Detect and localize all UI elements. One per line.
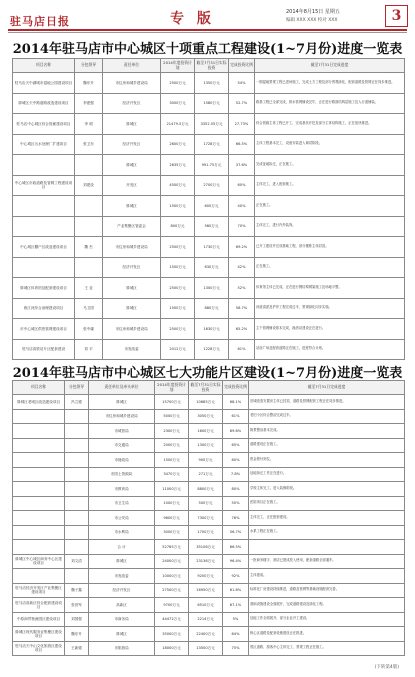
table-cell: 1300万元 xyxy=(189,438,223,453)
progress-description-cell: 体育馆主体已完成，正在进行钢结构网架施工及场地平整。 xyxy=(255,278,405,299)
table-cell: 2012万元 xyxy=(161,339,195,360)
table-cell: 市发改委 xyxy=(103,339,161,360)
table-row xyxy=(13,540,405,555)
table-row xyxy=(13,482,405,497)
table-cell xyxy=(13,511,65,526)
table-cell: 驿城区中心城区商务中心区建设项目 xyxy=(13,554,65,569)
table-row xyxy=(13,467,405,482)
table-row xyxy=(13,554,405,569)
table-cell: 刘 平 xyxy=(75,339,103,360)
table-cell: 王新德 xyxy=(65,641,89,656)
table-cell: 2300万元 xyxy=(155,424,189,439)
table-cell: 魏东升 xyxy=(75,73,103,94)
table-cell: 4500万元 xyxy=(161,175,195,196)
table-cell: 冯立德 xyxy=(65,395,89,410)
progress-description-cell: 道路建设正在施工。 xyxy=(249,438,405,453)
table-cell: 18000万元 xyxy=(155,641,189,656)
table-cell: 3352.55万元 xyxy=(195,114,229,135)
progress-description-cell: 街景整治基本完成。 xyxy=(249,424,405,439)
table-row xyxy=(13,627,405,642)
table-cell: 10685万元 xyxy=(189,395,223,410)
table-cell: 1600万元 xyxy=(189,424,223,439)
table-cell: 64% xyxy=(223,627,249,642)
table-cell: 市住房和城乡建设局 xyxy=(89,409,155,424)
table-cell: 1300万元 xyxy=(195,278,229,299)
table-cell: 中原商贸物流园区建设项目 xyxy=(13,612,65,627)
progress-description-cell: 综合管廊主体工程已开工，完成基坑开挖及部分主体结构施工，正在加快推进。 xyxy=(255,114,405,135)
table-cell: 52765万元 xyxy=(155,540,189,555)
table-cell: 合 计 xyxy=(89,540,155,555)
table-cell: 76% xyxy=(223,511,249,526)
table-cell: 65% xyxy=(223,438,249,453)
table-cell: 市国土资源局 xyxy=(89,467,155,482)
issue-date: 2014年8月15日 星期五 xyxy=(286,9,340,15)
table-cell: 驻马店天中山文化旅游区建设项目 xyxy=(13,641,65,656)
table-row xyxy=(13,583,405,598)
column-header: 完成投资比例 xyxy=(229,59,255,73)
table-cell: 65.2% xyxy=(229,319,255,340)
table-cell: 9200万元 xyxy=(189,569,223,584)
table-cell: 58.7% xyxy=(229,298,255,319)
progress-description-cell: 河道清淤及护岸工程完成过半，景观绿化同步实施。 xyxy=(255,298,405,319)
table-row xyxy=(13,496,405,511)
table-cell: 李 明 xyxy=(75,114,103,135)
table-cell xyxy=(13,155,75,176)
table-cell: 35106万元 xyxy=(189,540,223,555)
table-cell: 10000万元 xyxy=(155,569,189,584)
table-cell: 991.75万元 xyxy=(195,155,229,176)
table-cell xyxy=(65,511,89,526)
newspaper-masthead: 驻马店日报 xyxy=(10,15,70,28)
table-cell: 经济开发区 xyxy=(103,257,161,278)
table-cell: 21479.5万元 xyxy=(161,114,195,135)
progress-description-cell: 核心区道路及配套设施建设正在推进。 xyxy=(249,627,405,642)
table-cell: 15700万元 xyxy=(155,395,189,410)
table-cell: 1700万元 xyxy=(189,525,223,540)
table-cell: 驿城区 xyxy=(89,627,155,642)
table-row xyxy=(13,438,405,453)
table-cell: 2635万元 xyxy=(161,155,195,176)
table-cell: 5000万元 xyxy=(155,409,189,424)
table-cell: 中心城区污水处理厂扩建项目 xyxy=(13,134,75,155)
table-row xyxy=(13,155,405,176)
table-cell: 16950万元 xyxy=(189,583,223,598)
page-number-badge: 3 xyxy=(385,5,408,27)
table-cell xyxy=(13,467,65,482)
column-header: 2014年度投资计划 xyxy=(155,381,189,395)
table-cell: 22400万元 xyxy=(189,627,223,642)
progress-description-cell: 正在施工。 xyxy=(255,257,405,278)
table-cell: 市商务局 xyxy=(89,612,155,627)
table-cell: 70% xyxy=(229,216,255,237)
progress-description-cell: 站前广场及配套道路正在施工，进度符合计划。 xyxy=(255,339,405,360)
table-cell: 练江河综合治理建设项目 xyxy=(13,298,75,319)
table-row xyxy=(13,216,405,237)
progress-description-cell xyxy=(249,540,405,555)
table-row xyxy=(13,73,405,94)
table-cell xyxy=(65,525,89,540)
table-cell: 市住房和城乡建设局 xyxy=(103,73,161,94)
column-header: 分包领导 xyxy=(75,59,103,73)
table-cell: 中心城区棚户区改造建设项目 xyxy=(13,237,75,258)
table-cell: 市交通局 xyxy=(89,438,155,453)
table-cell: 54% xyxy=(229,73,255,94)
table-cell: 驻马店高铁站片区配套建设 xyxy=(13,339,75,360)
column-header: 截至7月31日实际投资 xyxy=(195,59,229,73)
table-cell: 9700万元 xyxy=(155,598,189,613)
table-cell: 1730万元 xyxy=(195,237,229,258)
table-row xyxy=(13,114,405,135)
continued-note: (下转第4版) xyxy=(374,665,399,670)
progress-description-cell: 完成征地拆迁，正在施工。 xyxy=(255,155,405,176)
table-row xyxy=(13,641,405,656)
table-cell xyxy=(75,196,103,217)
table-row xyxy=(13,511,405,526)
table-cell xyxy=(75,155,103,176)
table-cell: 1350万元 xyxy=(195,73,229,94)
table-row xyxy=(13,339,405,360)
progress-description-cell: 征地工作全面展开，部分企业开工建设。 xyxy=(249,612,405,627)
table-cell: 市财政局 xyxy=(89,453,155,468)
table-cell: 600万元 xyxy=(195,196,229,217)
table-row xyxy=(13,424,405,439)
table-cell: 驻马店高新区综合配套建设项目 xyxy=(13,598,65,613)
column-header: 完成投资比例 xyxy=(223,381,249,395)
table-cell: 刘建设 xyxy=(75,175,103,196)
table-cell: 60% xyxy=(223,453,249,468)
progress-description-cell: 资金拨付到位。 xyxy=(249,453,405,468)
table-cell: 44472万元 xyxy=(155,612,189,627)
table-cell: 24000万元 xyxy=(155,554,189,569)
table-cell: 69.2% xyxy=(229,237,255,258)
table-cell xyxy=(13,540,65,555)
table-cell: 驿城区 xyxy=(103,114,161,135)
column-header: 2014年度投资计划 xyxy=(161,59,195,73)
table-cell: 27.73% xyxy=(229,114,255,135)
table-cell: 880万元 xyxy=(195,298,229,319)
table-row xyxy=(13,409,405,424)
table-cell: 经济开发区 xyxy=(89,583,155,598)
table-cell xyxy=(13,569,65,584)
table-cell: 驿城区体育馆及配套建设项目 xyxy=(13,278,75,299)
table-cell: 开发区 xyxy=(103,175,161,196)
table-cell: 3470万元 xyxy=(155,467,189,482)
table-row xyxy=(13,598,405,613)
progress-description-cell: 主体完工，进入配套施工。 xyxy=(255,175,405,196)
table-cell: 3050万元 xyxy=(189,409,223,424)
progress-description-cell: 正在施工。 xyxy=(255,196,405,217)
table-cell xyxy=(65,540,89,555)
table-cell: 900万元 xyxy=(189,453,223,468)
table-cell: 1728万元 xyxy=(195,134,229,155)
table-cell: 马卫国 xyxy=(75,298,103,319)
table-row xyxy=(13,175,405,196)
table-cell xyxy=(65,409,89,424)
table-cell: 500万元 xyxy=(189,496,223,511)
table-cell: 2214万元 xyxy=(189,612,223,627)
table-cell: 27500万元 xyxy=(155,583,189,598)
table-cell: 2500万元 xyxy=(161,319,195,340)
table-cell: 630万元 xyxy=(195,257,229,278)
table-cell: 66.5% xyxy=(223,540,249,555)
table-cell: 61.6% xyxy=(223,583,249,598)
table-cell: 市公安局 xyxy=(89,511,155,526)
table-cell: 6510万元 xyxy=(189,598,223,613)
progress-description-cell: 医院项目正在施工。 xyxy=(249,496,405,511)
table-cell: 经济开发区 xyxy=(103,93,161,114)
table-cell: 驻马店经济开发区产业集聚区建设项目 xyxy=(13,583,65,598)
table-cell: 魏 杰 xyxy=(75,237,103,258)
table-cell: 驿城区 xyxy=(103,196,161,217)
table-cell xyxy=(65,424,89,439)
table-cell: 中心城区市政道路及管网工程建设项目 xyxy=(13,175,75,196)
table-cell: 市住房和城乡建设局 xyxy=(103,237,161,258)
table-cell: 66.5% xyxy=(229,134,255,155)
table-cell: 69.6% xyxy=(223,424,249,439)
table-row xyxy=(13,134,405,155)
table-cell: 驿城区 xyxy=(103,278,161,299)
table-cell: 271万元 xyxy=(189,467,223,482)
table-cell: 市城管局 xyxy=(89,424,155,439)
table-cell: 35000万元 xyxy=(155,627,189,642)
table-cell: 8800万元 xyxy=(189,482,223,497)
table-row xyxy=(13,569,405,584)
table-cell xyxy=(65,496,89,511)
table-cell: 2000万元 xyxy=(155,438,189,453)
table-cell: 魏东升 xyxy=(65,627,89,642)
table-cell: 800万元 xyxy=(161,216,195,237)
table-cell: 7300万元 xyxy=(189,511,223,526)
table-cell: 1500万元 xyxy=(161,196,195,217)
table-cell: 驿城区 xyxy=(89,395,155,410)
table-cell: 驿城区 xyxy=(89,554,155,569)
table-cell: 40% xyxy=(229,196,255,217)
table-cell xyxy=(13,409,65,424)
table-cell: 68.1% xyxy=(223,395,249,410)
table-cell: 张卫东 xyxy=(75,134,103,155)
table-cell: 李建强 xyxy=(75,93,103,114)
table-cell: 1500万元 xyxy=(161,257,195,278)
table-cell: 2700万元 xyxy=(195,175,229,196)
editor-credits: 编辑 XXX XXX 校对 XXX xyxy=(286,18,338,23)
table-cell: 60% xyxy=(229,175,255,196)
header-thin-rule xyxy=(8,32,407,33)
column-header: 责任单位及牵头单位 xyxy=(89,381,155,395)
table-row xyxy=(13,196,405,217)
table-cell: 1630万元 xyxy=(195,319,229,340)
table-cell: 市住房和城乡建设局 xyxy=(103,319,161,340)
table-row xyxy=(13,93,405,114)
table-cell xyxy=(75,257,103,278)
table-cell: 56.7% xyxy=(223,525,249,540)
progress-description-cell: 学校主体完工，进入装修阶段。 xyxy=(249,482,405,497)
table-cell xyxy=(13,525,65,540)
table-row xyxy=(13,453,405,468)
table-cell: 驿城区天中路道路改造建设项目 xyxy=(13,93,75,114)
table-cell: 市发改委 xyxy=(89,569,155,584)
table-cell: 80% xyxy=(223,482,249,497)
progress-description-cell: 已开工建设并完成基础工程，部分楼栋主体封顶。 xyxy=(255,237,405,258)
table-cell: 1500万元 xyxy=(155,453,189,468)
table-cell: 52.7% xyxy=(229,93,255,114)
table-cell: 驿城区现代服务业集聚区建设项目 xyxy=(13,627,65,642)
table-cell: 驻马店天中湖城市湿地公园建设项目 xyxy=(13,73,75,94)
table-cell: 市卫生局 xyxy=(89,496,155,511)
table-cell: 5% xyxy=(223,612,249,627)
column-header: 截至7月31日完成进度 xyxy=(255,59,405,73)
table-cell: 1228万元 xyxy=(195,339,229,360)
column-header: 分包领导 xyxy=(65,381,89,395)
table-cell: 67.1% xyxy=(223,598,249,613)
table-row xyxy=(13,395,405,410)
table-header-row xyxy=(13,381,405,395)
table-cell: 96.4% xyxy=(223,554,249,569)
progress-description-cell: 标准化厂房建设持续推进，道路及管网等基础设施配套完善。 xyxy=(249,583,405,598)
header-rule xyxy=(8,29,407,31)
table-cell: 1000万元 xyxy=(155,496,189,511)
table-cell: 13500万元 xyxy=(189,641,223,656)
table-cell: 1580万元 xyxy=(195,93,229,114)
table-cell: 市教育局 xyxy=(89,482,155,497)
table-cell: 52% xyxy=(229,278,255,299)
table-row xyxy=(13,319,405,340)
table-cell: 驻马店中心城区综合管廊建设项目 xyxy=(13,114,75,135)
column-header: 截至7月31日实际投资 xyxy=(189,381,223,395)
table-cell: 2600万元 xyxy=(161,134,195,155)
progress-description-cell: 主体工程基本完工，设备安装进入调试阶段。 xyxy=(255,134,405,155)
table-cell: 37.6% xyxy=(229,155,255,176)
table-row xyxy=(13,612,405,627)
table-cell xyxy=(75,216,103,237)
column-header: 截至7月31日完成进度 xyxy=(249,381,405,395)
table-cell: 560万元 xyxy=(195,216,229,237)
table-cell: 张中庸 xyxy=(75,319,103,340)
table2-title: 2014年驻马店市中心城区七大功能片区建设(1~7月份)进度一览表 xyxy=(12,366,403,381)
table-cell: 9600万元 xyxy=(155,511,189,526)
table-cell: 市旅游局 xyxy=(89,641,155,656)
table-cell: 11000万元 xyxy=(155,482,189,497)
column-header: 责任单位 xyxy=(103,59,161,73)
progress-description-cell: 主体建成。 xyxy=(249,569,405,584)
table-cell: 75% xyxy=(223,641,249,656)
table-cell: 1500万元 xyxy=(161,298,195,319)
table-cell xyxy=(65,482,89,497)
progress-description-cell: 路基工程已全部完成，排水管网铺设完毕，正在进行路面结构层施工及人行道铺装。 xyxy=(255,93,405,114)
table-cell xyxy=(65,453,89,468)
table-cell: 魏子鑫 xyxy=(65,583,89,598)
table-cell xyxy=(65,467,89,482)
table-cell: 3000万元 xyxy=(161,93,195,114)
progress-description-cell: 景区道路、游客中心主体完工，景观工程正在施工。 xyxy=(249,641,405,656)
table-cell: 市中心城区供热管网建设项目 xyxy=(13,319,75,340)
column-header: 项目名称 xyxy=(13,381,65,395)
column-header: 项目名称 xyxy=(13,59,75,73)
table-cell: 刘国强 xyxy=(65,612,89,627)
progress-description-cell: 主干管网铺设基本完成，换热站建设正在进行。 xyxy=(255,319,405,340)
progress-description-cell: 征地拆迁工作正在进行。 xyxy=(249,467,405,482)
table-cell: 23136万元 xyxy=(189,554,223,569)
table-cell: 市水利局 xyxy=(89,525,155,540)
table-cell xyxy=(13,424,65,439)
progress-description-cell: 一批商务楼宇、酒店已建成投入使用，配套道路全部通车。 xyxy=(249,554,405,569)
table-cell: 42% xyxy=(229,257,255,278)
table-cell: 刘文清 xyxy=(65,554,89,569)
table-row xyxy=(13,525,405,540)
table-cell: 2500万元 xyxy=(161,237,195,258)
table-cell xyxy=(13,196,75,217)
table-cell: 王 亚 xyxy=(75,278,103,299)
progress-description-cell: 基础设施建设全面展开，完成道路建设及绿化工程。 xyxy=(249,598,405,613)
table-cell: 7.8% xyxy=(223,467,249,482)
table-cell: 高新区 xyxy=(89,598,155,613)
table-cell: 经济开发区 xyxy=(103,134,161,155)
table-cell: 3000万元 xyxy=(155,525,189,540)
table-cell: 驿城区 xyxy=(103,298,161,319)
progress-description-cell: 老旧小区综合整治完成过半。 xyxy=(249,409,405,424)
table-cell xyxy=(13,453,65,468)
table-cell xyxy=(13,438,65,453)
section-title: 专 版 xyxy=(170,11,215,27)
table-row xyxy=(13,298,405,319)
table-cell: 2500万元 xyxy=(161,278,195,299)
progress-description-cell: 主体完工，进行内外装饰。 xyxy=(255,216,405,237)
table-cell xyxy=(65,569,89,584)
table-cell: 92% xyxy=(223,569,249,584)
progress-description-cell: 主体完工，正在配套建设。 xyxy=(249,511,405,526)
table-cell xyxy=(13,216,75,237)
functional-zones-table xyxy=(12,380,405,656)
key-projects-table xyxy=(12,58,405,360)
table-cell: 张世军 xyxy=(65,598,89,613)
table-cell: 50% xyxy=(223,496,249,511)
table-row xyxy=(13,278,405,299)
table-cell xyxy=(13,257,75,278)
table-cell: 产业集聚区管委会 xyxy=(103,216,161,237)
progress-description-cell: 水系工程正在施工。 xyxy=(249,525,405,540)
progress-description-cell: 旧城改造安置房主体已封顶，道路及管网配套工程正在同步推进。 xyxy=(249,395,405,410)
table-cell: 2500万元 xyxy=(161,73,195,94)
table1-title: 2014年驻马店市中心城区十项重点工程建设(1~7月份)进度一览表 xyxy=(12,42,403,57)
table-header-row xyxy=(13,59,405,73)
table-cell xyxy=(13,496,65,511)
table-row xyxy=(13,257,405,278)
table-cell xyxy=(65,438,89,453)
table-cell: 驿城区老城区改造建设项目 xyxy=(13,395,65,410)
table-cell: 61% xyxy=(229,339,255,360)
table-cell xyxy=(13,482,65,497)
table-cell: 驿城区 xyxy=(103,155,161,176)
progress-description-cell: 一期湿地景观工程已进场施工，完成土方工程及部分景观绿化，配套道路及管网正在同步推进。 xyxy=(255,73,405,94)
table-row xyxy=(13,237,405,258)
table-cell: 61% xyxy=(223,409,249,424)
